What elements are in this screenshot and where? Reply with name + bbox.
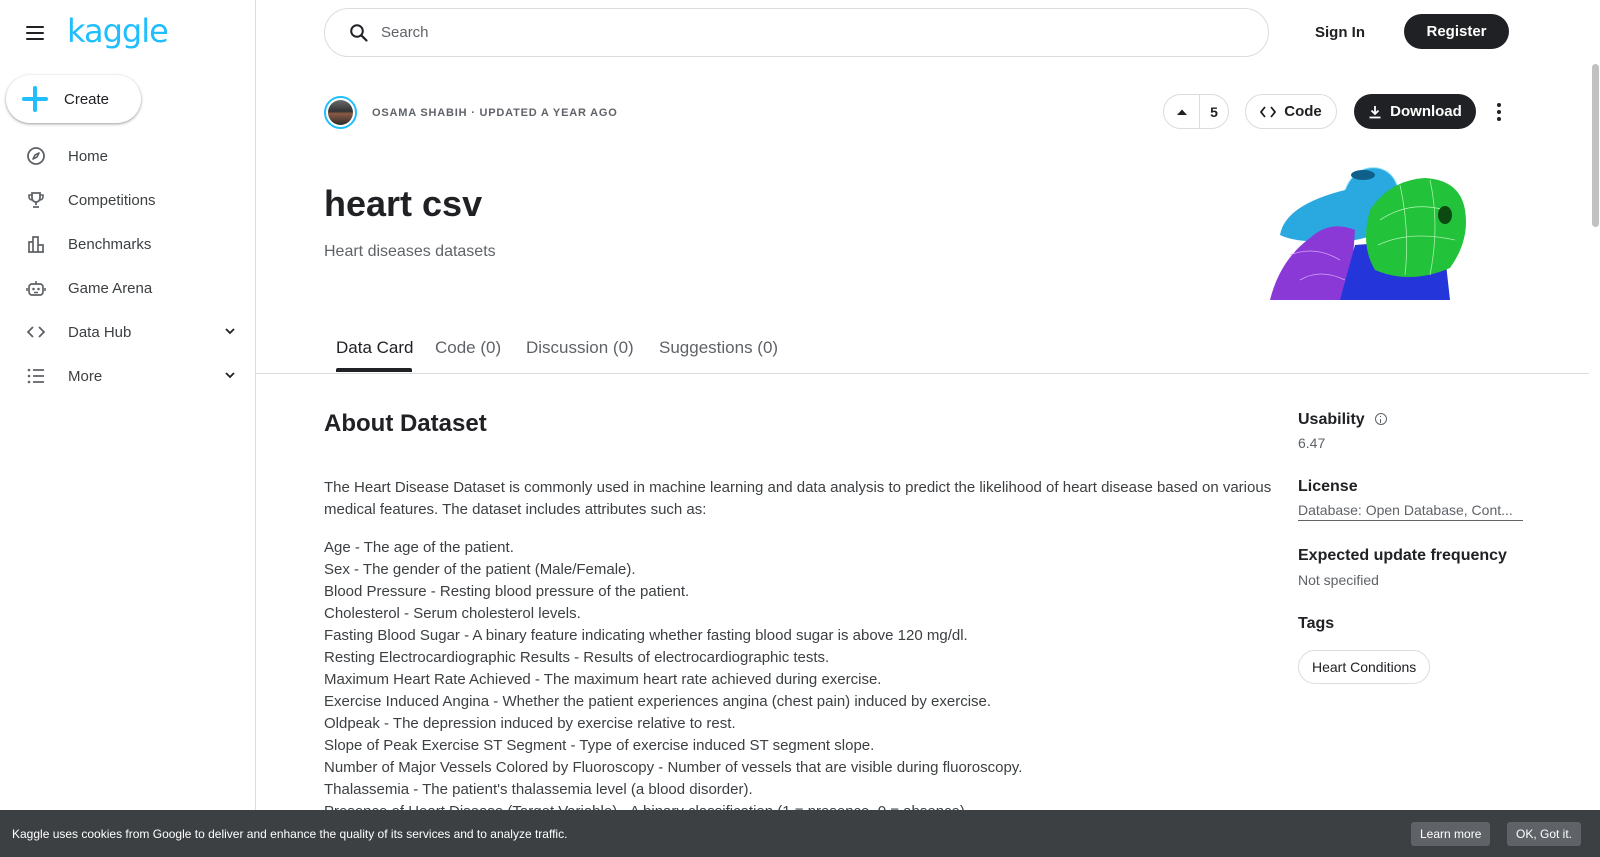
code-icon xyxy=(1260,105,1276,119)
sidebar-item-label: Benchmarks xyxy=(68,235,152,253)
download-button-label: Download xyxy=(1390,103,1462,120)
code-icon xyxy=(25,321,47,343)
active-tab-indicator xyxy=(336,368,412,372)
sidebar-item-more[interactable] xyxy=(0,354,256,398)
list-item: Slope of Peak Exercise ST Segment - Type of exercise induced ST segment slope. xyxy=(324,737,875,754)
upvote-control xyxy=(1163,94,1229,129)
tags-label: Tags xyxy=(1298,615,1335,632)
tab-bar xyxy=(256,330,1589,374)
chevron-down-icon[interactable] xyxy=(224,325,236,337)
dataset-description: The Heart Disease Dataset is commonly used in machine learning and data analysis to predict the likelihood of heart disease based on various medical features. The dataset includes attributes such as: xyxy=(324,479,1272,518)
update-frequency-value: Not specified xyxy=(1298,572,1379,588)
sidebar-item-home[interactable] xyxy=(0,134,256,178)
register-button[interactable]: Register xyxy=(1404,14,1509,49)
info-icon[interactable] xyxy=(1375,413,1387,425)
list-item: Cholesterol - Serum cholesterol levels. xyxy=(324,605,581,622)
list-item: Sex - The gender of the patient (Male/Female). xyxy=(324,561,636,578)
sidebar-item-data-hub[interactable] xyxy=(0,310,256,354)
list-item: Fasting Blood Sugar - A binary feature indicating whether fasting blood sugar is above 120 mg/dl. xyxy=(324,627,968,644)
code-button-label: Code xyxy=(1284,103,1322,120)
sidebar-header xyxy=(0,0,256,64)
list-item: Blood Pressure - Resting blood pressure of the patient. xyxy=(324,583,690,600)
search-bar[interactable] xyxy=(324,8,1269,57)
robot-icon xyxy=(25,277,47,299)
more-options-icon[interactable] xyxy=(1487,97,1511,127)
compass-icon xyxy=(25,145,47,167)
dataset-title: heart csv xyxy=(324,183,483,224)
list-icon xyxy=(25,365,47,387)
create-button[interactable] xyxy=(6,75,141,123)
license-label: License xyxy=(1298,478,1358,495)
bar-chart-icon xyxy=(25,233,47,255)
list-item: Maximum Heart Rate Achieved - The maximum heart rate achieved during exercise. xyxy=(324,671,882,688)
tab-code[interactable]: Code (0) xyxy=(435,338,502,357)
dataset-subtitle: Heart diseases datasets xyxy=(324,243,496,260)
scrollbar-thumb[interactable] xyxy=(1592,64,1599,227)
tab-discussion[interactable]: Discussion (0) xyxy=(526,338,634,357)
download-icon xyxy=(1368,105,1382,119)
about-heading: About Dataset xyxy=(324,410,487,437)
trophy-icon xyxy=(25,189,47,211)
list-item: Number of Major Vessels Colored by Fluoroscopy - Number of vessels that are visible during fluoroscopy. xyxy=(324,759,1023,776)
cookie-banner xyxy=(0,810,1600,857)
list-item: Thalassemia - The patient's thalassemia level (a blood disorder). xyxy=(324,781,753,798)
attribute-list xyxy=(324,537,1022,823)
usability-label: Usability xyxy=(1298,411,1365,428)
code-button[interactable] xyxy=(1245,94,1337,129)
plus-icon xyxy=(22,86,48,112)
tag-chip[interactable]: Heart Conditions xyxy=(1298,650,1430,684)
search-icon xyxy=(349,23,369,43)
tab-data-card[interactable]: Data Card xyxy=(336,338,414,357)
ok-got-it-button[interactable]: OK, Got it. xyxy=(1507,822,1581,846)
sidebar-nav xyxy=(0,134,256,398)
chevron-down-icon[interactable] xyxy=(224,369,236,381)
sidebar-item-label: Data Hub xyxy=(68,323,132,341)
sign-in-button[interactable]: Sign In xyxy=(1315,23,1365,41)
license-link[interactable]: Database: Open Database, Cont... xyxy=(1298,502,1523,521)
list-item: Age - The age of the patient. xyxy=(324,539,514,556)
learn-more-button[interactable]: Learn more xyxy=(1411,822,1490,846)
avatar[interactable] xyxy=(324,96,357,129)
sidebar-item-benchmarks[interactable] xyxy=(0,222,256,266)
sidebar-item-label: Game Arena xyxy=(68,279,153,297)
sidebar-item-game-arena[interactable] xyxy=(0,266,256,310)
dataset-cover-image xyxy=(1260,160,1482,300)
menu-icon[interactable] xyxy=(22,20,48,46)
tab-suggestions[interactable]: Suggestions (0) xyxy=(659,338,779,357)
upvote-button[interactable] xyxy=(1164,95,1200,128)
download-button[interactable] xyxy=(1354,94,1476,129)
author-meta: OSAMA SHABIH · UPDATED A YEAR AGO xyxy=(372,107,618,119)
list-item: Exercise Induced Angina - Whether the patient experiences angina (chest pain) induced by exercise. xyxy=(324,693,992,710)
kaggle-logo[interactable]: kaggle xyxy=(67,12,168,50)
caret-up-icon xyxy=(1176,108,1188,116)
vote-count: 5 xyxy=(1210,103,1218,120)
search-input[interactable] xyxy=(381,24,1231,41)
sidebar-item-label: Competitions xyxy=(68,191,156,209)
sidebar-item-label: More xyxy=(68,367,103,385)
cookie-text: Kaggle uses cookies from Google to deliver and enhance the quality of its services and to analyze traffic. xyxy=(12,826,568,841)
sidebar-item-label: Home xyxy=(68,147,109,165)
usability-score: 6.47 xyxy=(1298,435,1326,451)
usability-section xyxy=(1298,411,1387,429)
list-item: Resting Electrocardiographic Results - Results of electrocardiographic tests. xyxy=(324,649,830,666)
sidebar-item-competitions[interactable] xyxy=(0,178,256,222)
update-frequency-label: Expected update frequency xyxy=(1298,547,1507,564)
sidebar xyxy=(0,0,256,857)
list-item: Oldpeak - The depression induced by exercise relative to rest. xyxy=(324,715,736,732)
create-label: Create xyxy=(64,90,110,108)
